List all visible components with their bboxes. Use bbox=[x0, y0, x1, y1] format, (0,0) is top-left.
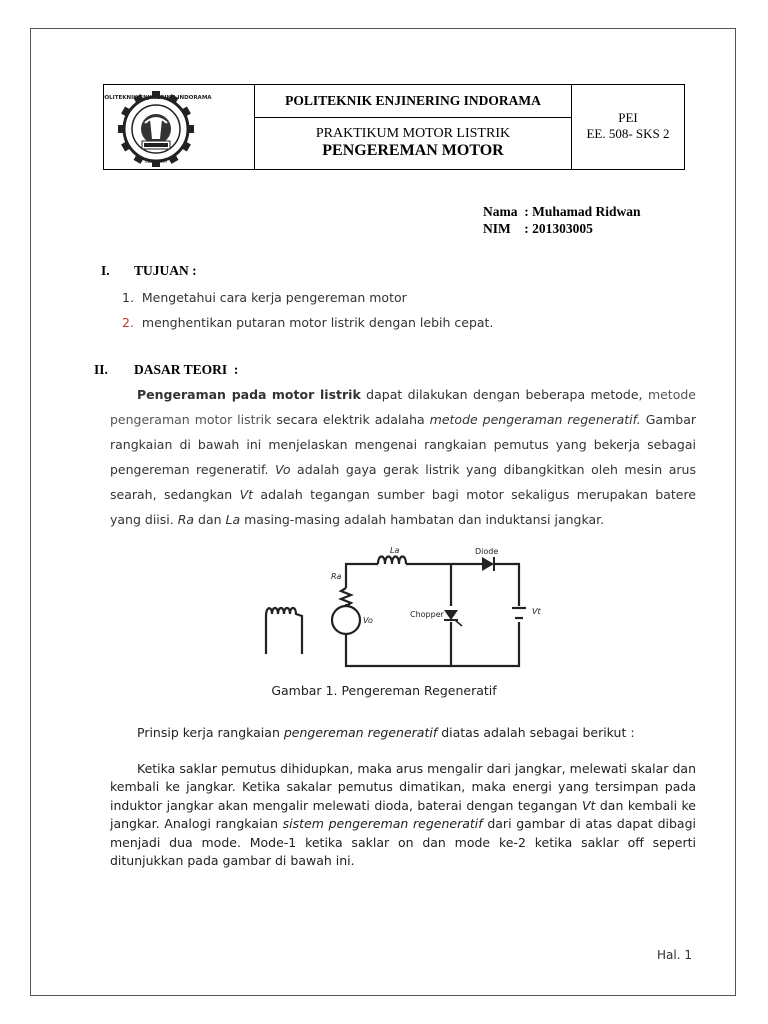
logo-subtext: INDORAMA bbox=[145, 159, 167, 164]
course-cell bbox=[255, 118, 572, 169]
name-label: Nama bbox=[483, 204, 518, 219]
bold-term: motor listrik bbox=[271, 387, 361, 402]
logo-cell bbox=[104, 85, 255, 169]
inductor-la bbox=[378, 557, 406, 565]
page-number: Hal. 1 bbox=[657, 948, 692, 962]
section-2-title: DASAR TEORI : bbox=[134, 362, 239, 377]
diode-symbol bbox=[482, 557, 494, 571]
course-title: PRAKTIKUM MOTOR LISTRIK bbox=[315, 126, 511, 141]
list-item bbox=[122, 290, 407, 305]
chopper-symbol bbox=[444, 610, 458, 620]
code-line-2: EE. 508- SKS 2 bbox=[586, 126, 670, 141]
header-table bbox=[103, 84, 685, 170]
section-1-number: I. bbox=[101, 263, 110, 278]
label-chopper: Chopper bbox=[410, 610, 444, 619]
nim-label: NIM bbox=[483, 221, 511, 236]
list-item-number: 2. bbox=[122, 315, 134, 330]
nim-row: NIM : 201303005 bbox=[483, 221, 593, 236]
label-diode: Diode bbox=[475, 547, 499, 556]
logo-text: POLITEKNIK ENJINERING INDORAMA bbox=[104, 95, 212, 101]
name-value: Muhamad Ridwan bbox=[532, 204, 641, 219]
section-1-title: TUJUAN : bbox=[134, 263, 197, 278]
section-2-number: II. bbox=[94, 362, 108, 377]
list-item-number: 1. bbox=[122, 290, 134, 305]
label-vo: Vo bbox=[363, 616, 373, 625]
list-item-text: menghentikan putaran motor listrik dengan lebih cepat. bbox=[141, 315, 494, 330]
link-text: metode pengeraman motor listrik bbox=[110, 387, 696, 427]
list-item-text: Mengetahui cara kerja pengereman motor bbox=[141, 290, 407, 305]
explanation-paragraph: Ketika saklar pemutus dihidupkan, maka arus mengalir dari jangkar, melewati skalar dan kembali ke jangkar. Ketika sakalar pemutus dimatikan, maka energi yang tersimpan pada induktor jangkar akan mengalir melewati dioda, baterai dengan tegangan Vt dan kembali ke jangkar. Analogi rangkaian sistem pengereman regeneratif dari gambar di atas dapat dibagi menjadi dua mode. Mode-1 ketika saklar on dan mode ke-2 ketika saklar off seperti ditunjukkan pada gambar di bawah ini. bbox=[110, 761, 696, 869]
label-ra: Ra bbox=[331, 572, 342, 581]
list-item bbox=[122, 315, 493, 330]
field-winding bbox=[266, 608, 302, 654]
theory-paragraph: Pengeraman pada motor listrik dapat dilakukan dengan beberapa metode, metode pengeraman motor listrik secara elektrik adalaha metode pengeraman regeneratif. Gambar rangkaian di bawah ini menjelaskan mengenai rangkaian pemutus yang bekerja sebagai pengereman regeneratif. Vo adalah gaya gerak listrik yang dibangkitkan oleh mesin arus searah, sedangkan Vt adalah tegangan sumber bagi motor sekaligus merupakan batere yang diisi. Ra dan La masing-masing adalah hambatan dan induktansi jangkar. bbox=[110, 387, 696, 527]
armature bbox=[332, 606, 360, 634]
resistor-ra bbox=[341, 588, 351, 606]
nim-value: 201303005 bbox=[532, 221, 593, 236]
bold-term: Pengeraman pada bbox=[137, 387, 267, 402]
name-row: Nama : Muhamad Ridwan bbox=[483, 204, 641, 219]
topic-title: PENGEREMAN MOTOR bbox=[322, 142, 504, 159]
code-line-1: PEI bbox=[618, 110, 638, 125]
institution-name: POLITEKNIK ENJINERING INDORAMA bbox=[285, 93, 541, 108]
institution-cell bbox=[255, 85, 572, 118]
figure-caption: Gambar 1. Pengereman Regeneratif bbox=[271, 683, 497, 698]
label-la: La bbox=[390, 546, 400, 555]
principle-intro: Prinsip kerja rangkaian pengereman regeneratif diatas adalah sebagai berikut : bbox=[137, 725, 635, 740]
label-vt: Vt bbox=[532, 607, 541, 616]
institution-logo bbox=[104, 85, 254, 169]
code-cell bbox=[572, 85, 684, 169]
regenerative-braking-circuit bbox=[256, 542, 556, 677]
